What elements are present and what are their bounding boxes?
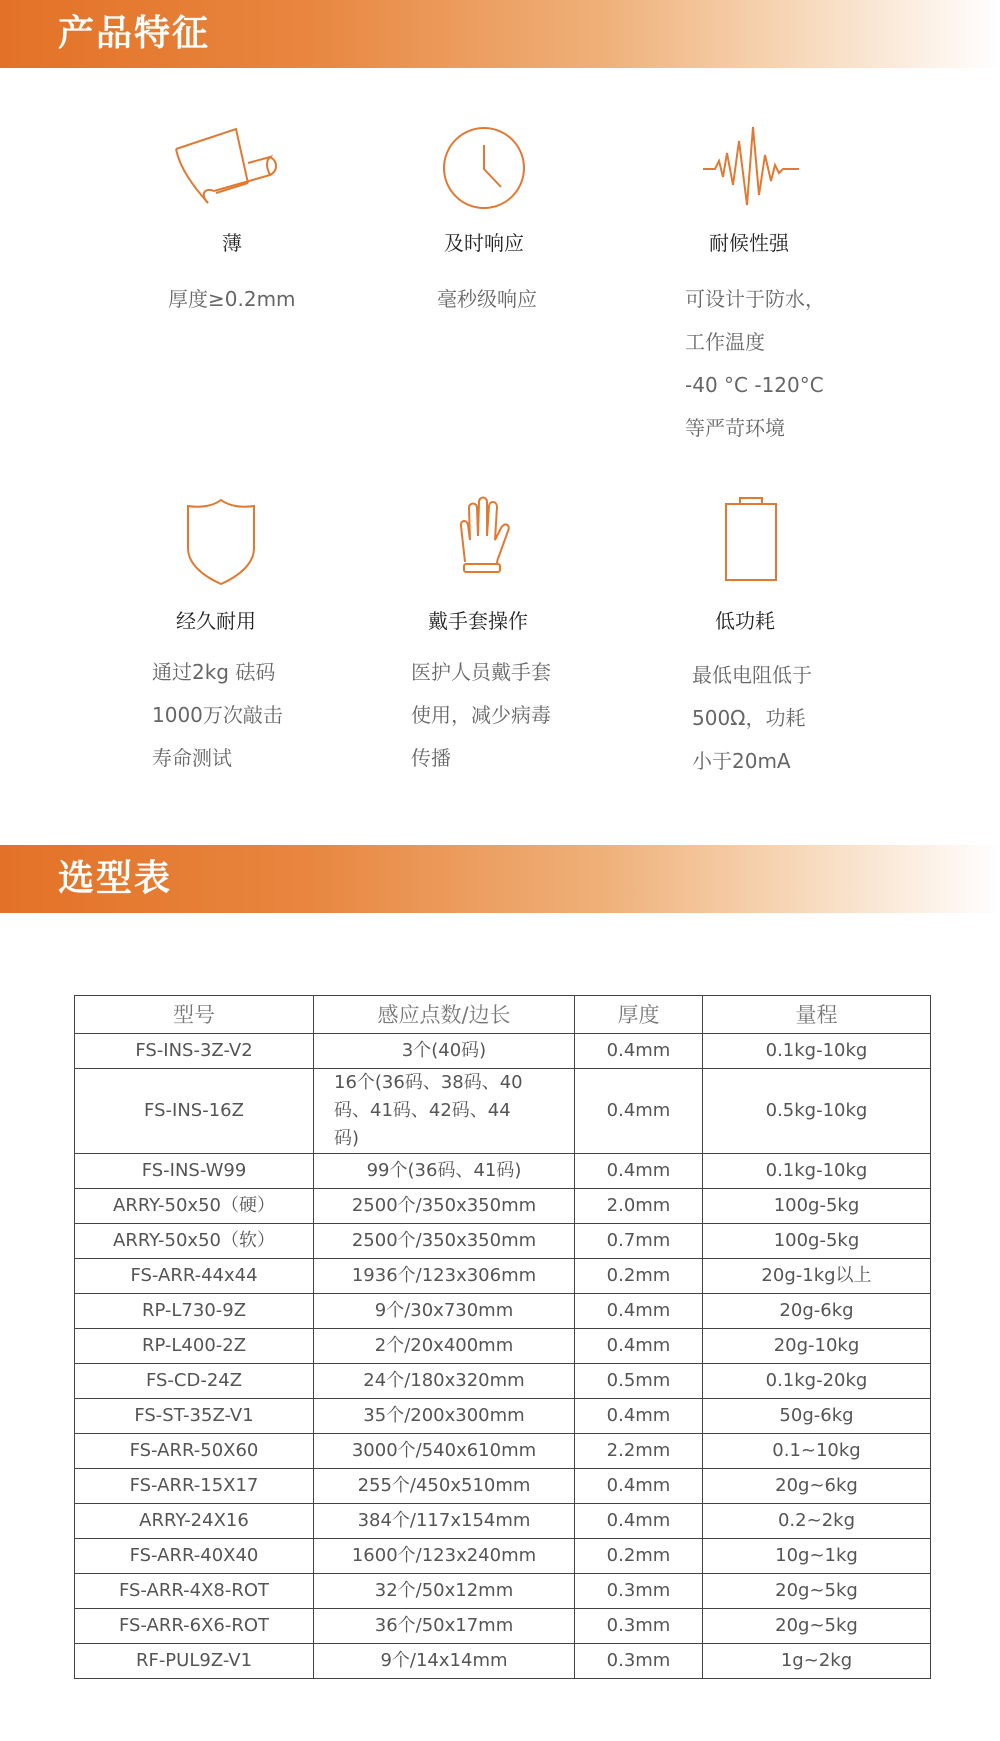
table-row	[75, 1364, 931, 1399]
glove-icon	[453, 496, 515, 586]
table-cell: 20g~6kg	[703, 1469, 931, 1504]
table-cell: 3个(40码)	[314, 1034, 575, 1069]
table-cell: 9个/30x730mm	[314, 1294, 575, 1329]
table-cell: 0.3mm	[575, 1609, 703, 1644]
table-cell: 384个/117x154mm	[314, 1504, 575, 1539]
table-row	[75, 1469, 931, 1504]
table-cell: 0.1kg-10kg	[703, 1034, 931, 1069]
column-header: 感应点数/边长	[314, 996, 575, 1034]
table-cell: 2500个/350x350mm	[314, 1224, 575, 1259]
table-cell: 2500个/350x350mm	[314, 1189, 575, 1224]
table-cell: 16个(36码、38码、40码、41码、42码、44码)	[314, 1069, 575, 1154]
table-cell: FS-ARR-44x44	[75, 1259, 314, 1294]
table-cell: 0.4mm	[575, 1154, 703, 1189]
table-cell: 0.3mm	[575, 1574, 703, 1609]
table-cell: FS-ARR-4X8-ROT	[75, 1574, 314, 1609]
table-cell: 255个/450x510mm	[314, 1469, 575, 1504]
table-cell: 0.5kg-10kg	[703, 1069, 931, 1154]
section-banner-features	[0, 0, 1000, 68]
table-cell: 1600个/123x240mm	[314, 1539, 575, 1574]
table-cell: 0.2mm	[575, 1259, 703, 1294]
table-cell: 20g-6kg	[703, 1294, 931, 1329]
table-row	[75, 1399, 931, 1434]
table-cell: 0.4mm	[575, 1469, 703, 1504]
table-cell: FS-INS-3Z-V2	[75, 1034, 314, 1069]
table-cell: 36个/50x17mm	[314, 1609, 575, 1644]
table-cell: 20g~5kg	[703, 1574, 931, 1609]
feature-title: 耐候性强	[709, 231, 789, 255]
column-header: 量程	[703, 996, 931, 1034]
table-cell: 0.4mm	[575, 1069, 703, 1154]
table-cell: ARRY-24X16	[75, 1504, 314, 1539]
feature-desc: 通过2kg 砝码 1000万次敲击 寿命测试	[152, 660, 283, 770]
table-cell: 1g~2kg	[703, 1644, 931, 1679]
table-cell: 0.4mm	[575, 1294, 703, 1329]
table-cell: 100g-5kg	[703, 1224, 931, 1259]
table-cell: 0.1~10kg	[703, 1434, 931, 1469]
feature-title: 及时响应	[444, 231, 524, 255]
table-cell: FS-ARR-40X40	[75, 1539, 314, 1574]
table-cell: 0.3mm	[575, 1644, 703, 1679]
clock-icon	[441, 125, 527, 211]
feature-desc: 厚度≥0.2mm	[168, 287, 296, 311]
table-cell: 0.4mm	[575, 1034, 703, 1069]
table-row	[75, 1609, 931, 1644]
selection-table	[74, 995, 931, 1679]
table-cell: FS-CD-24Z	[75, 1364, 314, 1399]
table-cell: 0.5mm	[575, 1364, 703, 1399]
table-cell: 0.7mm	[575, 1224, 703, 1259]
table-cell: FS-INS-16Z	[75, 1069, 314, 1154]
table-row	[75, 1259, 931, 1294]
feature-title: 低功耗	[715, 609, 775, 633]
table-cell: 2.2mm	[575, 1434, 703, 1469]
table-cell: 20g~5kg	[703, 1609, 931, 1644]
table-row	[75, 1154, 931, 1189]
feature-desc: 最低电阻低于 500Ω，功耗 小于20mA	[692, 663, 812, 773]
feature-title: 戴手套操作	[428, 609, 528, 633]
table-row	[75, 1504, 931, 1539]
feature-desc: 可设计于防水， 工作温度 -40 °C -120°C 等严苛环境	[685, 287, 825, 440]
table-row	[75, 1434, 931, 1469]
section-title: 产品特征	[58, 13, 211, 54]
table-cell: 0.4mm	[575, 1329, 703, 1364]
table-cell: 0.4mm	[575, 1504, 703, 1539]
table-cell: 32个/50x12mm	[314, 1574, 575, 1609]
table-cell: 50g-6kg	[703, 1399, 931, 1434]
table-row	[75, 1224, 931, 1259]
table-cell: 0.4mm	[575, 1399, 703, 1434]
table-cell: ARRY-50x50（软）	[75, 1224, 314, 1259]
table-row	[75, 1034, 931, 1069]
table-row	[75, 1574, 931, 1609]
table-cell: 35个/200x300mm	[314, 1399, 575, 1434]
table-cell: FS-ARR-6X6-ROT	[75, 1609, 314, 1644]
table-cell: FS-INS-W99	[75, 1154, 314, 1189]
section-title: 选型表	[58, 858, 173, 899]
table-cell: 10g~1kg	[703, 1539, 931, 1574]
section-banner-selection	[0, 845, 1000, 913]
table-cell: RF-PUL9Z-V1	[75, 1644, 314, 1679]
table-row	[75, 1644, 931, 1679]
table-cell: 2个/20x400mm	[314, 1329, 575, 1364]
table-cell: 20g-10kg	[703, 1329, 931, 1364]
column-header: 厚度	[575, 996, 703, 1034]
table-row	[75, 1294, 931, 1329]
feature-desc: 医护人员戴手套 使用，减少病毒 传播	[411, 660, 551, 770]
table-cell: 0.2mm	[575, 1539, 703, 1574]
table-cell: 3000个/540x610mm	[314, 1434, 575, 1469]
table-cell: 0.2~2kg	[703, 1504, 931, 1539]
table-cell: RP-L400-2Z	[75, 1329, 314, 1364]
table-cell: FS-ARR-50X60	[75, 1434, 314, 1469]
table-cell: FS-ST-35Z-V1	[75, 1399, 314, 1434]
table-cell: 1936个/123x306mm	[314, 1259, 575, 1294]
table-body	[75, 1034, 931, 1679]
table-header-row	[75, 996, 931, 1034]
battery-icon	[723, 496, 779, 582]
feature-desc: 毫秒级响应	[437, 287, 537, 311]
table-cell: ARRY-50x50（硬）	[75, 1189, 314, 1224]
rolled-film-icon	[170, 125, 278, 213]
table-cell: 20g-1kg以上	[703, 1259, 931, 1294]
feature-title: 薄	[222, 231, 242, 255]
table-row	[75, 1539, 931, 1574]
table-row	[75, 1069, 931, 1154]
table-cell: 99个(36码、41码)	[314, 1154, 575, 1189]
table-row	[75, 1329, 931, 1364]
table-cell: RP-L730-9Z	[75, 1294, 314, 1329]
table-cell: 100g-5kg	[703, 1189, 931, 1224]
table-cell: 24个/180x320mm	[314, 1364, 575, 1399]
shield-icon	[185, 498, 257, 586]
table-cell: 9个/14x14mm	[314, 1644, 575, 1679]
table-cell: 2.0mm	[575, 1189, 703, 1224]
waveform-icon	[701, 125, 801, 211]
table-row	[75, 1189, 931, 1224]
table-cell: FS-ARR-15X17	[75, 1469, 314, 1504]
feature-title: 经久耐用	[176, 609, 256, 633]
table-cell: 0.1kg-10kg	[703, 1154, 931, 1189]
table-cell: 0.1kg-20kg	[703, 1364, 931, 1399]
column-header: 型号	[75, 996, 314, 1034]
